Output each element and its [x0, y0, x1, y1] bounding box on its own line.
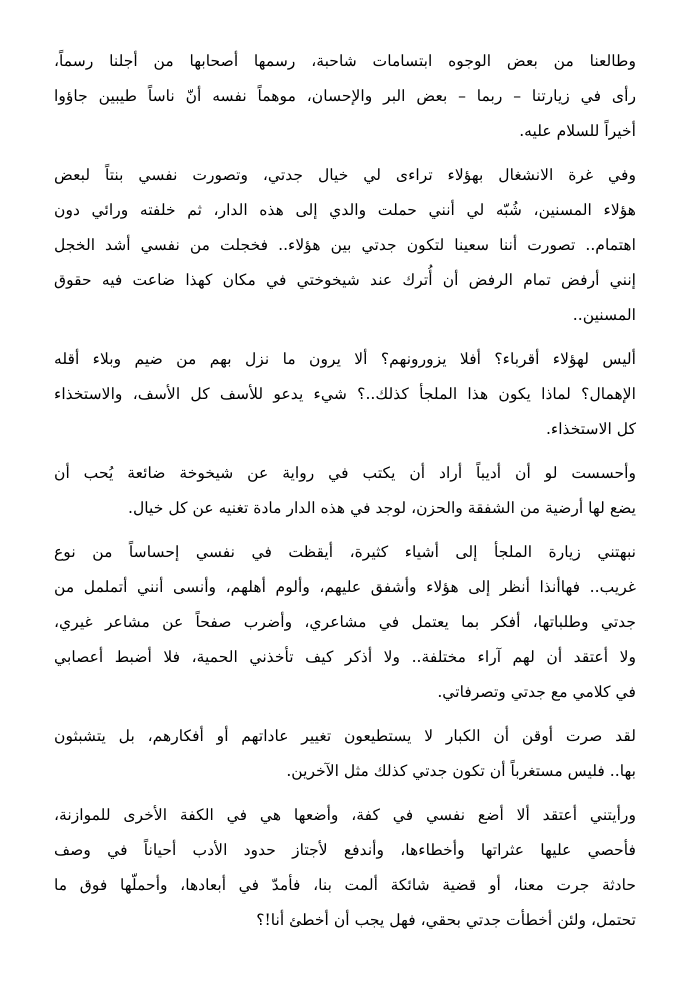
text-line: فأحصي عليها عثراتها وأخطاءها، وأندفع لأجتاز حدود الأدب أحياناً في وصف — [54, 841, 636, 859]
text-line: إنني أرفض تمام الرفض أن أُترك عند شيخوختي في مكان كهذا ضاعت فيه حقوق — [54, 271, 636, 289]
paragraph-3 — [54, 342, 636, 447]
paragraph-1 — [54, 44, 636, 149]
text-line: في كلامي مع جدتي وتصرفاتي. — [437, 683, 636, 701]
text-line: الإهمال؟ لماذا يكون هذا الملجأ كذلك..؟ شيء يدعو للأسف كل الأسف، والاستخذاء — [54, 385, 636, 403]
text-line: رأى في زيارتنا – ربما – بعض البر والإحسان، موهماً نفسه أنّ ناساً طيبين جاؤوا — [54, 87, 636, 105]
paragraph-7 — [54, 798, 636, 938]
paragraph-4 — [54, 456, 636, 526]
text-line: تحتمل، ولئن أخطأت جدتي بحقي، فهل يجب أن أخطئ أنا!؟ — [256, 911, 636, 929]
text-line: جدتي وطلباتها، أفكر بما يعتمل في مشاعري، وأضرب صفحاً عن مشاعر غيري، — [54, 613, 636, 631]
text-line: وطالعنا من بعض الوجوه ابتسامات شاحبة، رسمها أصحابها من أجلنا رسماً، — [54, 52, 636, 70]
paragraph-5 — [54, 535, 636, 710]
paragraph-2 — [54, 158, 636, 333]
text-line: غريب.. فهاأنذا أنظر إلى هؤلاء وأشفق عليهم، وألوم أهلهم، وأنسى أنني أتململ من — [54, 578, 636, 596]
text-line: وفي غرة الانشغال بهؤلاء تراءى لي خيال جدتي، وتصورت نفسي بنتاً لبعض — [54, 166, 636, 184]
document-page — [54, 44, 636, 947]
text-line: أخيراً للسلام عليه. — [519, 122, 636, 140]
paragraph-6 — [54, 719, 636, 789]
text-line: هؤلاء المسنين، شُبّه لي أنني حملت والدي إلى هذه الدار، ثم خلفته ورائي دون — [54, 201, 636, 219]
text-line: المسنين.. — [572, 306, 636, 324]
text-line: نبهتني زيارة الملجأ إلى أشياء كثيرة، أيقظت في نفسي إحساساً من نوع — [54, 543, 636, 561]
text-line: يضع لها أرضية من الشفقة والحزن، لوجد في هذه الدار مادة تغنيه عن كل خيال. — [128, 499, 636, 517]
text-line: بها.. فليس مستغرباً أن تكون جدتي كذلك مثل الآخرين. — [286, 762, 636, 780]
text-line: أليس لهؤلاء أقرباء؟ أفلا يزورونهم؟ ألا يرون ما نزل بهم من ضيم وبلاء أقله — [54, 350, 636, 368]
text-line: حادثة جرت معنا، أو قضية شائكة ألمت بنا، فأمدّ في أبعادها، وأحملّها فوق ما — [54, 876, 636, 894]
text-line: ولا أعتقد أن لهم آراء مختلفة.. ولا أذكر كيف تأخذني الحمية، فلا أضبط أعصابي — [54, 648, 636, 666]
text-line: وأحسست لو أن أديباً أراد أن يكتب في رواية عن شيخوخة ضائعة يُحب أن — [54, 464, 636, 482]
text-line: كل الاستخذاء. — [545, 420, 636, 438]
text-line: ورأيتني أعتقد ألا أضع نفسي في كفة، وأضعها هي في الكفة الأخرى للموازنة، — [54, 806, 636, 824]
text-line: اهتمام.. تصورت أننا سعينا لتكون جدتي بين هؤلاء.. فخجلت من نفسي أشد الخجل — [54, 236, 636, 254]
text-line: لقد صرت أوقن أن الكبار لا يستطيعون تغيير عاداتهم أو أفكارهم، بل يتشبثون — [54, 727, 636, 745]
